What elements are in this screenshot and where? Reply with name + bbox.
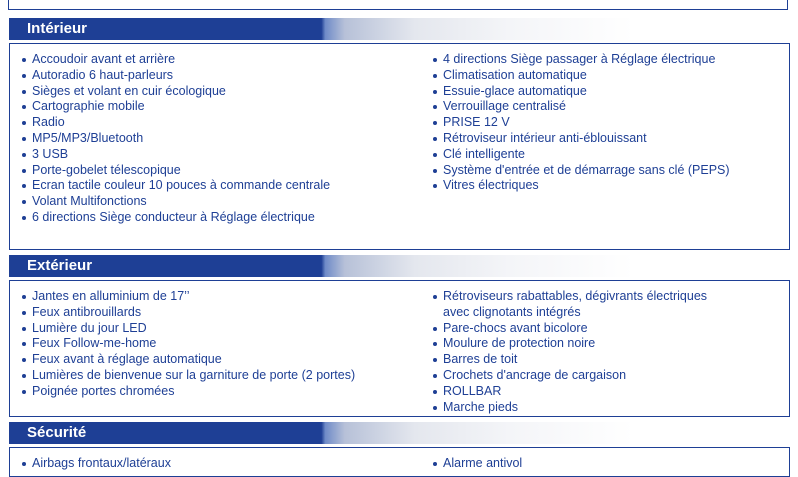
feature-item: Airbags frontaux/latéraux — [22, 456, 171, 472]
feature-item: Feux Follow-me-home — [22, 336, 355, 352]
feature-item: Autoradio 6 haut-parleurs — [22, 68, 330, 84]
feature-item: Cartographie mobile — [22, 99, 330, 115]
feature-item: PRISE 12 V — [433, 115, 730, 131]
feature-item: ROLLBAR — [433, 384, 707, 400]
feature-item: Jantes en alluminium de 17’’ — [22, 289, 355, 305]
feature-item: Système d'entrée et de démarrage sans clé (PEPS) — [433, 163, 730, 179]
feature-column-left — [22, 52, 330, 226]
feature-item: Barres de toit — [433, 352, 707, 368]
section-header-securite — [9, 422, 790, 444]
section-box-exterieur — [9, 280, 790, 417]
feature-item: Moulure de protection noire — [433, 336, 707, 352]
feature-item: Pare-chocs avant bicolore — [433, 321, 707, 337]
feature-item: 3 USB — [22, 147, 330, 163]
section-header-interieur — [9, 18, 790, 40]
feature-item: Essuie-glace automatique — [433, 84, 730, 100]
feature-item: Poignée portes chromées — [22, 384, 355, 400]
feature-item: 4 directions Siège passager à Réglage électrique — [433, 52, 730, 68]
previous-section-box — [8, 0, 788, 10]
feature-item: Climatisation automatique — [433, 68, 730, 84]
feature-item: Vitres électriques — [433, 178, 730, 194]
feature-item: Accoudoir avant et arrière — [22, 52, 330, 68]
section-box-securite — [9, 447, 790, 477]
section-box-interieur — [9, 43, 790, 250]
feature-item: Verrouillage centralisé — [433, 99, 730, 115]
feature-item: Sièges et volant en cuir écologique — [22, 84, 330, 100]
feature-item: Porte-gobelet télescopique — [22, 163, 330, 179]
feature-item: Rétroviseur intérieur anti-éblouissant — [433, 131, 730, 147]
feature-item: Rétroviseurs rabattables, dégivrants électriques — [433, 289, 707, 305]
feature-item: Lumière du jour LED — [22, 321, 355, 337]
feature-item: Lumières de bienvenue sur la garniture de porte (2 portes) — [22, 368, 355, 384]
feature-column-right — [433, 456, 522, 472]
section-title: Intérieur — [27, 20, 88, 37]
feature-column-left — [22, 456, 171, 472]
feature-item: Marche pieds — [433, 400, 707, 416]
feature-item: Alarme antivol — [433, 456, 522, 472]
section-title: Sécurité — [27, 424, 87, 441]
feature-item-continuation: avec clignotants intégrés — [443, 304, 581, 319]
feature-item: Feux antibrouillards — [22, 305, 355, 321]
feature-column-right — [433, 289, 707, 415]
section-header-exterieur — [9, 255, 790, 277]
feature-item: Radio — [22, 115, 330, 131]
feature-item: Volant Multifonctions — [22, 194, 330, 210]
feature-item: 6 directions Siège conducteur à Réglage électrique — [22, 210, 330, 226]
feature-item: Crochets d'ancrage de cargaison — [433, 368, 707, 384]
feature-item: Clé intelligente — [433, 147, 730, 163]
feature-item: MP5/MP3/Bluetooth — [22, 131, 330, 147]
section-title: Extérieur — [27, 257, 93, 274]
feature-item: Ecran tactile couleur 10 pouces à commande centrale — [22, 178, 330, 194]
feature-column-left — [22, 289, 355, 400]
feature-column-right — [433, 52, 730, 194]
feature-item: Feux avant à réglage automatique — [22, 352, 355, 368]
